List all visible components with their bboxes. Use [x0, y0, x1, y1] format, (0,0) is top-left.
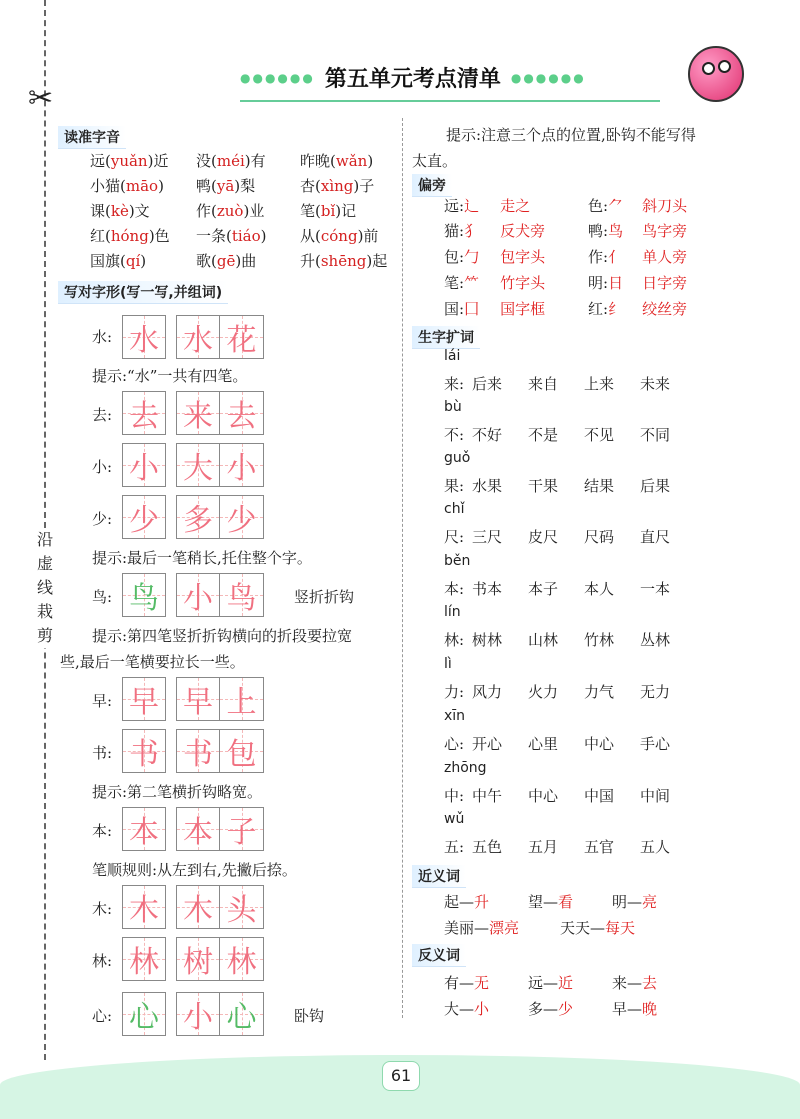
radical-item: 国:囗 国字框	[444, 300, 546, 318]
char-label: 去:	[92, 406, 113, 424]
pron-item: 课(kè)文	[90, 202, 150, 220]
grid-cell: 大	[176, 443, 220, 487]
page-header	[240, 62, 586, 93]
pinyin: xīn	[444, 708, 466, 724]
grid-cell: 鸟	[220, 573, 264, 617]
grid-cell: 早	[176, 677, 220, 721]
grid-cell: 包	[220, 729, 264, 773]
radical-item: 色:⺈ 斜刀头	[588, 197, 688, 215]
antonym-pair: 大—小	[444, 1000, 490, 1018]
grid-cell: 去	[122, 391, 166, 435]
grid-cell: 早	[122, 677, 166, 721]
radical-item: 明:日 日字旁	[588, 274, 688, 292]
scissors-icon: ✂	[28, 81, 54, 116]
pron-item: 小猫(māo)	[90, 177, 164, 195]
pron-item: 作(zuò)业	[196, 202, 265, 220]
pron-item: 从(cóng)前	[300, 227, 379, 245]
grid-cell: 来	[176, 391, 220, 435]
stroke-note: 卧钩	[294, 1007, 325, 1025]
pron-item: 远(yuǎn)近	[90, 152, 169, 170]
writing-grid	[122, 937, 264, 981]
char-label: 早:	[92, 692, 113, 710]
section-expansion: 生字扩词	[412, 326, 480, 349]
tip-text: 提示:“水”一共有四笔。	[92, 367, 248, 385]
writing-grid	[122, 992, 264, 1036]
radical-item: 笔:⺮ 竹字头	[444, 274, 546, 292]
word-row: 林: 树林 山林 竹林 丛林	[444, 631, 671, 649]
writing-grid	[122, 315, 264, 359]
writing-grid	[122, 443, 264, 487]
section-antonyms: 反义词	[412, 944, 466, 967]
char-label: 少:	[92, 510, 113, 528]
pron-item: 昨晚(wǎn)	[300, 152, 374, 170]
header-dots-left: ●●●●●●	[240, 70, 315, 85]
pinyin: bù	[444, 399, 462, 415]
word-row: 尺: 三尺 皮尺 尺码 直尺	[444, 528, 671, 546]
grid-cell: 木	[176, 885, 220, 929]
synonym-pair: 天天—每天	[560, 919, 636, 937]
pron-item: 红(hóng)色	[90, 227, 170, 245]
grid-cell: 木	[122, 885, 166, 929]
char-label: 心:	[92, 1007, 113, 1025]
grid-cell: 书	[122, 729, 166, 773]
radical-item: 猫:犭 反犬旁	[444, 222, 546, 240]
word-row: 本: 书本 本子 本人 一本	[444, 580, 671, 598]
antonym-pair: 早—晚	[612, 1000, 658, 1018]
grid-cell: 小	[122, 443, 166, 487]
writing-grid	[122, 807, 264, 851]
header-underline	[240, 100, 660, 102]
stroke-note: 竖折折钩	[294, 588, 355, 606]
grid-cell: 头	[220, 885, 264, 929]
pinyin: wǔ	[444, 811, 465, 827]
synonym-pair: 明—亮	[612, 893, 658, 911]
section-writing: 写对字形(写一写,并组词)	[58, 281, 228, 304]
char-label: 林:	[92, 952, 113, 970]
word-row: 果: 水果 干果 结果 后果	[444, 477, 671, 495]
pron-item: 鸭(yā)梨	[196, 177, 256, 195]
word-row: 来: 后来 来自 上来 未来	[444, 375, 671, 393]
synonym-pair: 起—升	[444, 893, 490, 911]
grid-cell: 花	[220, 315, 264, 359]
grid-cell: 鸟	[122, 573, 166, 617]
pinyin: lín	[444, 604, 461, 620]
grid-cell: 心	[122, 992, 166, 1036]
section-radicals: 偏旁	[412, 174, 452, 197]
apple-mascot-icon	[688, 46, 744, 102]
pron-item: 没(méi)有	[196, 152, 266, 170]
tip-text: 提示:最后一笔稍长,托住整个字。	[92, 549, 312, 567]
grid-cell: 水	[122, 315, 166, 359]
antonym-pair: 来—去	[612, 974, 658, 992]
radical-item: 红:纟 绞丝旁	[588, 300, 688, 318]
grid-cell: 林	[220, 937, 264, 981]
char-label: 鸟:	[92, 588, 113, 606]
grid-cell: 树	[176, 937, 220, 981]
section-synonyms: 近义词	[412, 865, 466, 888]
word-row: 力: 风力 火力 力气 无力	[444, 683, 671, 701]
grid-cell: 子	[220, 807, 264, 851]
char-label: 小:	[92, 458, 113, 476]
grid-cell: 上	[220, 677, 264, 721]
word-row: 不: 不好 不是 不见 不同	[444, 426, 671, 444]
writing-grid	[122, 573, 264, 617]
char-label: 书:	[92, 744, 113, 762]
word-row: 五: 五色 五月 五官 五人	[444, 838, 671, 856]
pinyin: chǐ	[444, 501, 465, 517]
char-label: 水:	[92, 328, 113, 346]
rule-text: 笔顺规则:从左到右,先撇后捺。	[92, 861, 297, 879]
section-reading: 读准字音	[58, 126, 126, 149]
synonym-pair: 美丽—漂亮	[444, 919, 520, 937]
writing-grid	[122, 391, 264, 435]
page-number: 61	[382, 1061, 420, 1091]
right-tip-cont: 太直。	[412, 152, 458, 170]
header-dots-right: ●●●●●●	[510, 70, 586, 85]
grid-cell: 小	[220, 443, 264, 487]
grid-cell: 本	[122, 807, 166, 851]
grid-cell: 小	[176, 992, 220, 1036]
radical-item: 远:辶 走之	[444, 197, 531, 215]
writing-grid	[122, 495, 264, 539]
antonym-pair: 多—少	[528, 1000, 574, 1018]
radical-item: 鸭:鸟 鸟字旁	[588, 222, 688, 240]
page-title: 第五单元考点清单	[324, 67, 501, 92]
antonym-pair: 有—无	[444, 974, 490, 992]
char-label: 木:	[92, 900, 113, 918]
grid-cell: 林	[122, 937, 166, 981]
grid-cell: 少	[122, 495, 166, 539]
right-tip: 提示:注意三个点的位置,卧钩不能写得	[446, 126, 696, 144]
grid-cell: 本	[176, 807, 220, 851]
tip-text: 些,最后一笔横要拉长一些。	[60, 653, 245, 671]
pron-item: 笔(bǐ)记	[300, 202, 357, 220]
grid-cell: 书	[176, 729, 220, 773]
pron-item: 杏(xìng)子	[300, 177, 375, 195]
radical-item: 包:勹 包字头	[444, 248, 546, 266]
tip-text: 提示:第二笔横折钩略宽。	[92, 783, 263, 801]
antonym-pair: 远—近	[528, 974, 574, 992]
grid-cell: 去	[220, 391, 264, 435]
synonym-pair: 望—看	[528, 893, 574, 911]
pinyin: lái	[444, 348, 461, 364]
pinyin: lì	[444, 656, 452, 672]
pron-item: 升(shēng)起	[300, 252, 388, 270]
grid-cell: 多	[176, 495, 220, 539]
char-label: 本:	[92, 822, 113, 840]
pinyin: zhōng	[444, 760, 487, 776]
tip-text: 提示:第四笔竖折折钩横向的折段要拉宽	[92, 627, 353, 645]
grid-cell: 水	[176, 315, 220, 359]
writing-grid	[122, 885, 264, 929]
writing-grid	[122, 729, 264, 773]
word-row: 心: 开心 心里 中心 手心	[444, 735, 671, 753]
grid-cell: 心	[220, 992, 264, 1036]
writing-grid	[122, 677, 264, 721]
pron-item: 歌(gē)曲	[196, 252, 257, 270]
word-row: 中: 中午 中心 中国 中间	[444, 787, 671, 805]
pron-item: 国旗(qí)	[90, 252, 147, 270]
grid-cell: 小	[176, 573, 220, 617]
cut-instruction: 沿虚线栽剪	[34, 528, 56, 648]
pinyin: běn	[444, 553, 471, 569]
pinyin: guǒ	[444, 450, 471, 466]
column-divider	[402, 118, 403, 1018]
pron-item: 一条(tiáo)	[196, 227, 267, 245]
radical-item: 作:亻 单人旁	[588, 248, 688, 266]
grid-cell: 少	[220, 495, 264, 539]
